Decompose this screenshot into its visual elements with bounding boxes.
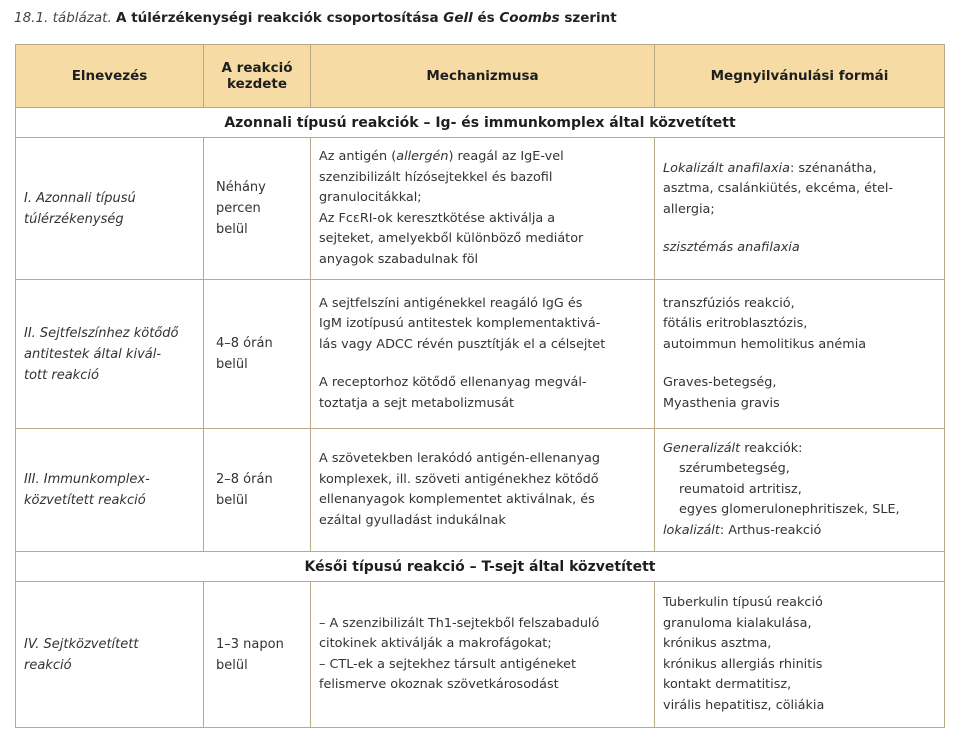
table-header-row	[16, 45, 945, 108]
reaction-onset: Néhány percen belül	[204, 138, 311, 280]
table-row	[16, 582, 945, 728]
caption-label: 18.1. táblázat.	[14, 10, 112, 26]
group-title: Azonnali típusú reakciók – Ig- és immunkomplex által közvetített	[16, 108, 945, 138]
group-row-immediate	[16, 108, 945, 138]
reaction-mechanism: Az antigén (allergén) reagál az IgE-vel szenzibilizált hízósejtekkel és bazofil granulocitákkal; Az FcεRI-ok keresztkötése aktiválja a sejteket, amelyekből különböző mediátor anyagok szabadulnak föl	[311, 138, 655, 280]
reaction-mechanism: – A szenzibilizált Th1-sejtekből felszabaduló citokinek aktiválják a makrofágokat; – CTL-ek a sejtekhez társult antigéneket felismerve okoznak szövetkárosodást	[311, 582, 655, 728]
reaction-name: III. Immunkomplex- közvetített reakció	[16, 429, 204, 552]
header-forms: Megnyilvánulási formái	[655, 45, 945, 108]
header-mechanism: Mechanizmusa	[311, 45, 655, 108]
table-caption	[14, 10, 617, 26]
header-name: Elnevezés	[16, 45, 204, 108]
reaction-name: II. Sejtfelszínhez kötődő antitestek által kivál- tott reakció	[16, 280, 204, 429]
reaction-forms: transzfúziós reakció, fötális eritroblasztózis, autoimmun hemolitikus anémia Graves-betegség, Myasthenia gravis	[655, 280, 945, 429]
reaction-name: IV. Sejtközvetített reakció	[16, 582, 204, 728]
reaction-forms: Tuberkulin típusú reakció granuloma kialakulása, krónikus asztma, krónikus allergiás rhinitis kontakt dermatitisz, virális hepatitisz, cöliákia	[655, 582, 945, 728]
caption-title: A túlérzékenységi reakciók csoportosítása Gell és Coombs szerint	[116, 10, 617, 26]
reaction-onset: 1–3 napon belül	[204, 582, 311, 728]
table-row	[16, 280, 945, 429]
reaction-mechanism: A sejtfelszíni antigénekkel reagáló IgG és IgM izotípusú antitestek komplementaktivá- lás vagy ADCC révén pusztítják el a célsejtet A receptorhoz kötődő ellenanyag megvál- toztatja a sejt metabolizmusát	[311, 280, 655, 429]
reaction-onset: 2–8 órán belül	[204, 429, 311, 552]
reaction-forms: Generalizált reakciók: szérumbetegség, reumatoid artritisz, egyes glomerulonephritiszek, SLE, lokalizált: Arthus-reakció	[655, 429, 945, 552]
hypersensitivity-table	[15, 44, 945, 728]
reaction-mechanism: A szövetekben lerakódó antigén-ellenanyag komplexek, ill. szöveti antigénekhez kötődő ellenanyagok komplementet aktiválnak, és ezáltal gyulladást indukálnak	[311, 429, 655, 552]
table-row	[16, 138, 945, 280]
header-onset: A reakció kezdete	[204, 45, 311, 108]
reaction-name: I. Azonnali típusú túlérzékenység	[16, 138, 204, 280]
reaction-onset: 4–8 órán belül	[204, 280, 311, 429]
table-row	[16, 429, 945, 552]
group-title: Késői típusú reakció – T-sejt által közvetített	[16, 552, 945, 582]
group-row-late	[16, 552, 945, 582]
reaction-forms: Lokalizált anafilaxia: szénanátha, asztma, csalánkiütés, ekcéma, étel- allergia; szisztémás anafilaxia	[655, 138, 945, 280]
